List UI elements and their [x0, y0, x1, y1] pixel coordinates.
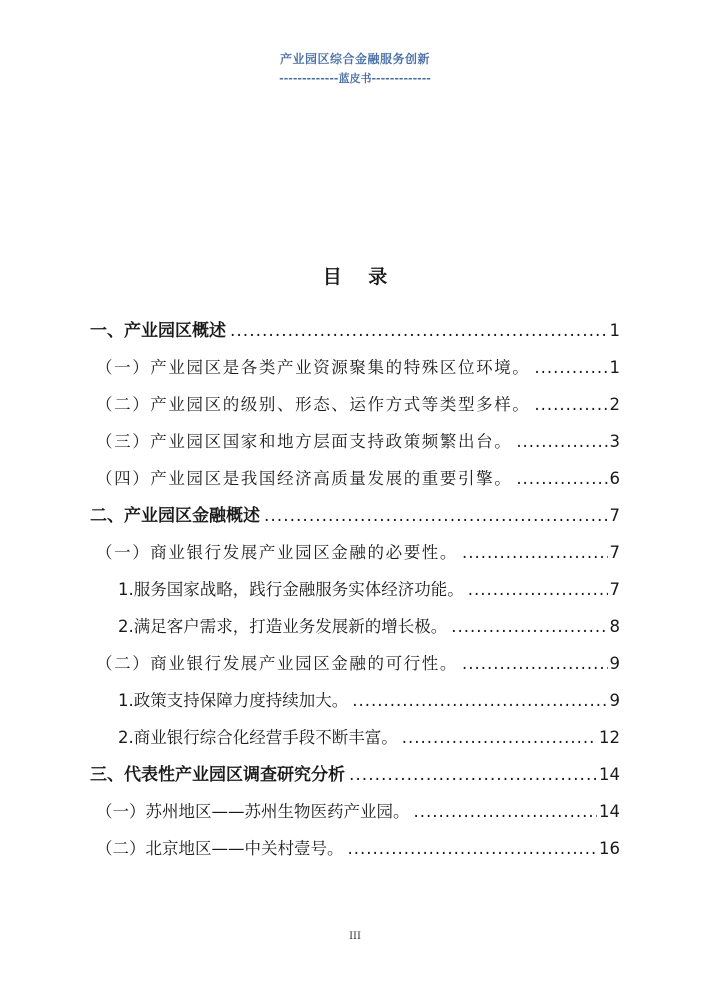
toc-entry-page: 1	[609, 321, 620, 340]
toc-entry[interactable]	[90, 793, 620, 830]
toc-entry-page: 2	[609, 395, 620, 414]
toc-entry-text: （四）产业园区是我国经济高质量发展的重要引擎。	[96, 469, 513, 488]
toc-entry[interactable]	[90, 312, 620, 349]
toc-dot-leader	[451, 608, 607, 645]
page-number: III	[349, 931, 361, 942]
toc-entry[interactable]	[90, 386, 620, 423]
toc-entry[interactable]	[90, 460, 620, 497]
toc-entry[interactable]	[90, 423, 620, 460]
toc-dot-leader	[462, 534, 608, 571]
toc-dot-leader	[264, 498, 608, 535]
toc-dot-leader	[462, 645, 608, 682]
toc-dot-leader	[349, 757, 597, 794]
toc-entry-text: （二）商业银行发展产业园区金融的可行性。	[96, 654, 458, 673]
toc-entry[interactable]	[90, 719, 620, 756]
toc-entry-page: 7	[609, 506, 620, 525]
toc-entry-page: 8	[609, 617, 620, 636]
toc-entry-page: 14	[599, 802, 620, 821]
toc-dot-leader	[402, 719, 597, 756]
toc-entry[interactable]	[90, 645, 620, 682]
toc-dot-leader	[414, 793, 598, 830]
table-of-contents	[90, 312, 620, 867]
toc-entry[interactable]	[90, 349, 620, 386]
toc-dot-leader	[534, 349, 607, 386]
toc-entry-page: 1	[609, 358, 620, 377]
toc-entry-text: （一）苏州地区——苏州生物医药产业园。	[96, 802, 410, 821]
running-header-title: 产业园区综合金融服务创新	[279, 52, 430, 66]
toc-dot-leader	[348, 830, 598, 867]
toc-entry[interactable]	[90, 534, 620, 571]
toc-entry[interactable]	[90, 682, 620, 719]
toc-entry-text: 1.政策支持保障力度持续加大。	[118, 691, 349, 710]
toc-entry[interactable]	[90, 571, 620, 608]
toc-entry-page: 7	[609, 580, 620, 599]
toc-entry-text: （三）产业园区国家和地方层面支持政策频繁出台。	[96, 432, 513, 451]
toc-dot-leader	[516, 423, 607, 460]
toc-entry[interactable]	[90, 756, 620, 793]
toc-entry-page: 9	[609, 691, 620, 710]
toc-entry-page: 3	[609, 432, 620, 451]
toc-entry-text: （一）产业园区是各类产业资源聚集的特殊区位环境。	[96, 358, 531, 377]
toc-entry-page: 6	[609, 469, 620, 488]
toc-dot-leader	[468, 571, 608, 608]
toc-dot-leader	[352, 682, 607, 719]
toc-dot-leader	[516, 460, 607, 497]
toc-entry-text: 三、代表性产业园区调查研究分析	[90, 765, 345, 785]
toc-dot-leader	[230, 313, 608, 350]
toc-entry-page: 9	[609, 654, 620, 673]
toc-entry-text: （二）产业园区的级别、形态、运作方式等类型多样。	[96, 395, 531, 414]
toc-entry-text: 2.满足客户需求，打造业务发展新的增长极。	[118, 617, 448, 636]
toc-entry-page: 7	[609, 543, 620, 562]
toc-entry[interactable]	[90, 608, 620, 645]
toc-entry-page: 12	[599, 728, 620, 747]
toc-heading: 目 录	[322, 266, 398, 288]
toc-entry[interactable]	[90, 497, 620, 534]
toc-entry[interactable]	[90, 830, 620, 867]
toc-dot-leader	[534, 386, 607, 423]
toc-entry-text: 1.服务国家战略，践行金融服务实体经济功能。	[118, 580, 464, 599]
toc-entry-text: （二）北京地区——中关村壹号。	[96, 839, 344, 858]
running-header-subtitle: -------------蓝皮书-------------	[279, 72, 431, 85]
toc-entry-text: 一、产业园区概述	[90, 321, 226, 341]
toc-entry-text: 二、产业园区金融概述	[90, 506, 260, 526]
toc-entry-page: 16	[599, 839, 620, 858]
toc-entry-text: （一）商业银行发展产业园区金融的必要性。	[96, 543, 458, 562]
toc-entry-text: 2.商业银行综合化经营手段不断丰富。	[118, 728, 398, 747]
toc-entry-page: 14	[599, 765, 620, 784]
